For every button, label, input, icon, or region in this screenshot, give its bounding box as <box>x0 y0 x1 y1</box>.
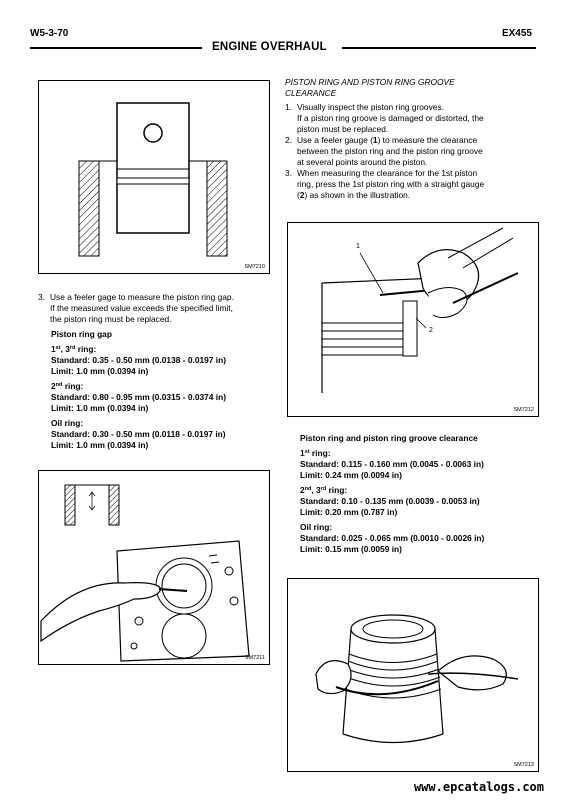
spec-standard: Standard: 0.30 - 0.50 mm (0.0118 - 0.0197 in) <box>51 429 226 439</box>
ring-gap-spec <box>51 329 226 451</box>
step-ref: 1 <box>372 135 378 145</box>
step-line: Use a feeler gage to measure the piston ring gap. <box>50 292 234 302</box>
step-text: ) as shown in the illustration. <box>304 190 411 200</box>
step-item <box>285 168 545 201</box>
spec-limit: Limit: 0.15 mm (0.0059 in) <box>300 544 402 554</box>
spec-standard: Standard: 0.025 - 0.065 mm (0.0010 - 0.0026 in) <box>300 533 485 543</box>
spec-limit: Limit: 0.20 mm (0.787 in) <box>300 507 398 517</box>
spec-text: 1 <box>300 448 305 458</box>
figure-caption: SM7213 <box>513 762 534 768</box>
step-line: between the piston ring and the piston ring groove <box>297 146 483 156</box>
header-rule-right <box>342 47 536 49</box>
clearance-steps <box>285 102 545 201</box>
step-text: ( <box>297 190 300 200</box>
spec-text: ring: <box>326 485 348 495</box>
straight-gauge-illustration <box>288 579 538 771</box>
step-line: When measuring the clearance for the 1st piston <box>297 168 478 178</box>
step-line: at several points around the piston. <box>297 157 428 167</box>
step-text: Use a feeler gauge ( <box>297 135 373 145</box>
step-line <box>297 135 545 146</box>
spec-sup: nd <box>304 486 312 492</box>
step-number: 2. <box>285 135 292 145</box>
spec-standard: Standard: 0.115 - 0.160 mm (0.0045 - 0.0063 in) <box>300 459 484 469</box>
step-number: 3. <box>38 292 45 302</box>
spec-standard: Standard: 0.35 - 0.50 mm (0.0138 - 0.0197 in) <box>51 355 227 365</box>
spec-text: , 3 <box>60 344 70 354</box>
spec-ring-label <box>51 344 226 355</box>
watermark: www.epcatalogs.com <box>413 780 544 794</box>
spec-text: ring: <box>309 448 331 458</box>
figure-sm7211 <box>38 470 270 665</box>
step-line: piston must be replaced. <box>297 124 389 134</box>
spec-text: 2 <box>300 485 305 495</box>
spec-ring-label <box>51 381 226 392</box>
spec-ring-label: Oil ring: <box>51 418 84 428</box>
spec-limit: Limit: 1.0 mm (0.0394 in) <box>51 403 149 413</box>
step-number: 1. <box>285 102 292 112</box>
spec-text: ring: <box>62 381 84 391</box>
spec-text: , 3 <box>311 485 321 495</box>
spec-title: Piston ring and piston ring groove clearance <box>300 433 478 443</box>
feeler-gauge-illustration <box>288 223 538 416</box>
spec-limit: Limit: 1.0 mm (0.0394 in) <box>51 366 149 376</box>
step-number: 3. <box>285 168 292 178</box>
clearance-heading <box>285 77 535 99</box>
model-name: EX455 <box>501 28 532 39</box>
spec-sup: rd <box>69 345 76 351</box>
step-text: ) to measure the clearance <box>377 135 478 145</box>
callout-2: 2 <box>429 327 433 334</box>
piston-cylinder-illustration <box>39 81 269 273</box>
spec-sup: nd <box>55 382 63 388</box>
ring-gap-step <box>38 292 278 325</box>
spec-sup: st <box>304 449 310 455</box>
spec-text: 2 <box>51 381 56 391</box>
spec-standard: Standard: 0.10 - 0.135 mm (0.0039 - 0.0053 in) <box>300 496 480 506</box>
step-ref: 2 <box>299 190 305 200</box>
step-line: the piston ring must be replaced. <box>50 314 172 324</box>
spec-sup: rd <box>320 486 327 492</box>
spec-ring-label: Oil ring: <box>300 522 333 532</box>
spec-sup: st <box>55 345 61 351</box>
thickness-label: t <box>91 493 93 499</box>
spec-title: Piston ring gap <box>51 329 112 339</box>
figure-caption: SM7210 <box>244 264 265 270</box>
spec-text: 1 <box>51 344 56 354</box>
ring-gap-illustration <box>39 471 269 664</box>
step-line: If a piston ring groove is damaged or distorted, the <box>297 113 484 123</box>
callout-1: 1 <box>356 243 360 250</box>
spec-limit: Limit: 0.24 mm (0.0094 in) <box>300 470 402 480</box>
step-line: If the measured value exceeds the specified limit, <box>50 303 233 313</box>
spec-limit: Limit: 1.0 mm (0.0394 in) <box>51 440 149 450</box>
page-code: W5-3-70 <box>30 28 69 39</box>
figure-sm7213 <box>287 578 539 772</box>
step-line: Visually inspect the piston ring grooves. <box>297 102 444 112</box>
figure-sm7212 <box>287 222 539 417</box>
header-rule-left <box>30 47 202 49</box>
clearance-heading-line2: CLEARANCE <box>285 88 337 98</box>
spec-standard: Standard: 0.80 - 0.95 mm (0.0315 - 0.0374 in) <box>51 392 227 402</box>
step-item <box>285 102 545 135</box>
step-line: ring, press the 1st piston ring with a straight gauge <box>297 179 485 189</box>
spec-ring-label <box>300 485 484 496</box>
section-title: ENGINE OVERHAUL <box>212 41 327 53</box>
spec-text: ring: <box>75 344 97 354</box>
spec-ring-label <box>300 448 484 459</box>
step-item <box>38 292 278 325</box>
figure-caption: SM7212 <box>513 407 534 413</box>
step-line <box>297 190 545 201</box>
figure-caption: SM7211 <box>244 655 265 661</box>
clearance-heading-line1: PISTON RING AND PISTON RING GROOVE <box>285 77 455 87</box>
figure-sm7210 <box>38 80 270 274</box>
step-item <box>285 135 545 168</box>
clearance-spec <box>300 433 484 555</box>
